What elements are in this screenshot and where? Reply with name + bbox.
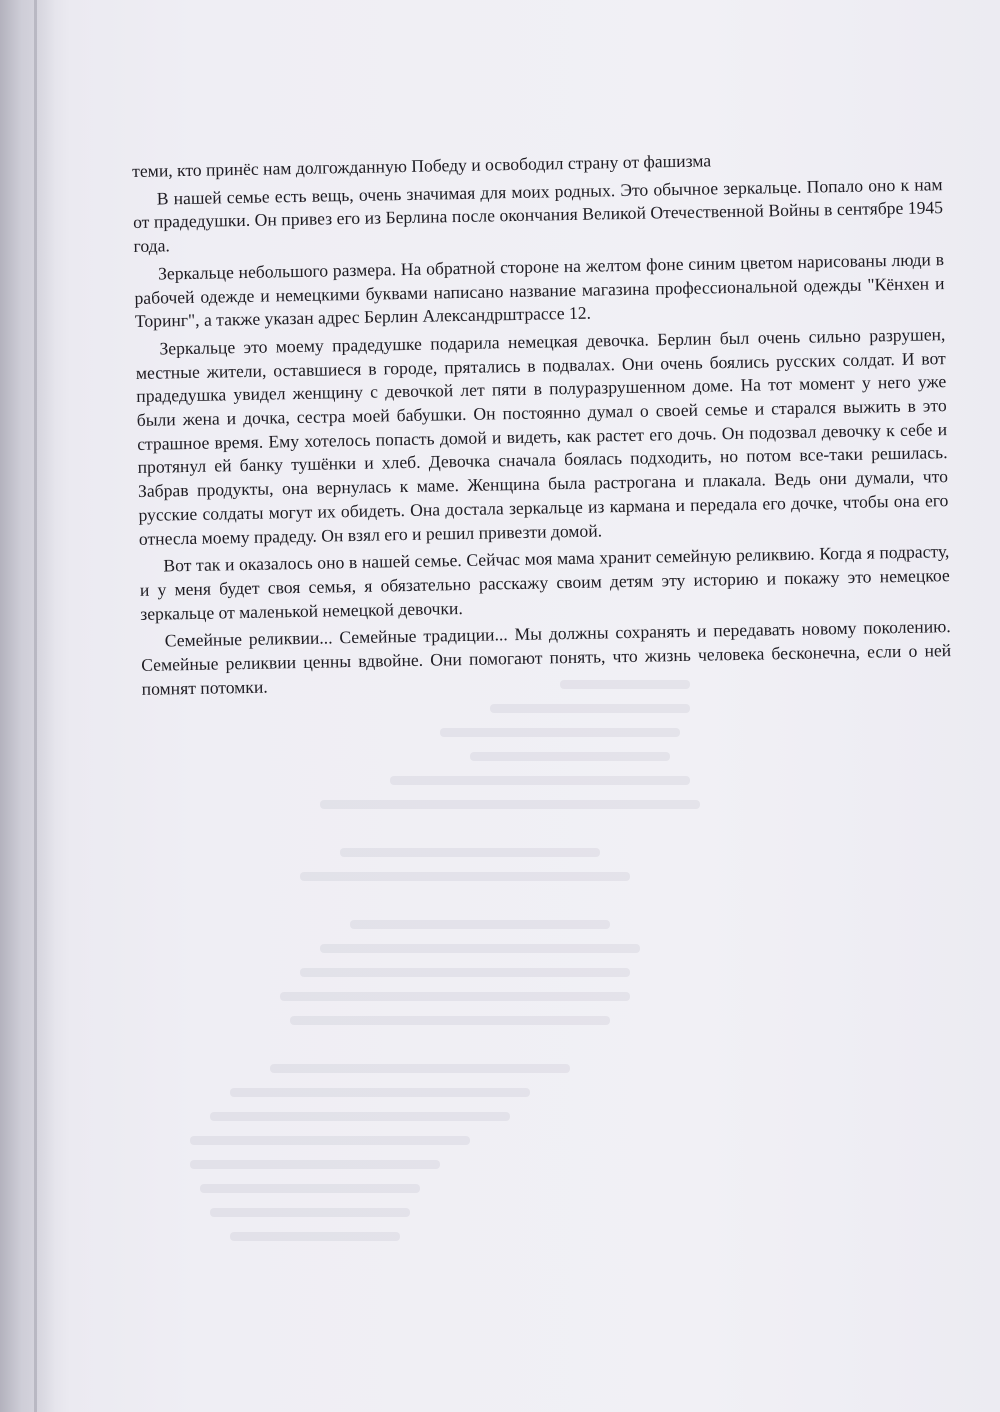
essay-text xyxy=(132,145,952,701)
paragraph-5: Вот так и оказалось оно в нашей семье. Сейчас моя мама хранит семейную реликвию. Когда я подрасту, и у меня будет своя семья, я обязательно расскажу своим детям эту историю и покажу это немецкое зеркальце от маленькой немецкой девочки. xyxy=(139,541,950,624)
binding-edge xyxy=(34,0,37,1412)
paragraph-6: Семейные реликвии... Семейные традиции... Мы должны сохранять и передавать новому поколению. Семейные реликвии ценны вдвойне. Они помогают понять, что жизнь человека бесконечна, если о ней помнят потомки. xyxy=(141,616,952,699)
binding-shadow xyxy=(0,0,55,1412)
paragraph-2: В нашей семье есть вещь, очень значимая для моих родных. Это обычное зеркальце. Попало оно к нам от прадедушки. Он привез его из Берлина после окончания Великой Отечественной Войны в сентябре 1945 года. xyxy=(132,173,944,257)
paragraph-1: теми, кто принёс нам долгожданную Победу и освободил страну от фашизма xyxy=(132,150,712,181)
paragraph-3: Зеркальце небольшого размера. На обратной стороне на желтом фоне синим цветом нарисованы люди в рабочей одежде и немецкими буквами написано название магазина профессиональной одежды "Кёнхен и Торинг", а также указан адрес Берлин Александрштрассе 12. xyxy=(134,248,945,332)
paragraph-4: Зеркальце это моему прадедушке подарила немецкая девочка. Берлин был очень сильно разрушен, местные жители, оставшиеся в городе, прятались в подвалах. Они очень боялись русских солдат. И вот прадедушка увидел женщину с девочкой лет пяти в полуразрушенном доме. На тот момент у него уже были жена и дочка, сестра моей бабушки. Он постоянно думал о своей семье и старался выжить в это страшное время. Ему хотелось попасть домой и видеть, как растет его дочь. Он подозвал девочку к себе и протянул ей банку тушёнки и хлеб. Девочка сначала боялась подходить, но потом все-таки решилась. Забрав продукты, она вернулась к маме. Женщина была растрогана и плакала. Ведь они думали, что русские солдаты могут их обидеть. Она достала зеркальце из кармана и передала его дочке, чтобы она его отнесла моему прадеду. Он взял его и решил привезти домой. xyxy=(135,324,949,549)
show-through-text xyxy=(190,680,850,1240)
